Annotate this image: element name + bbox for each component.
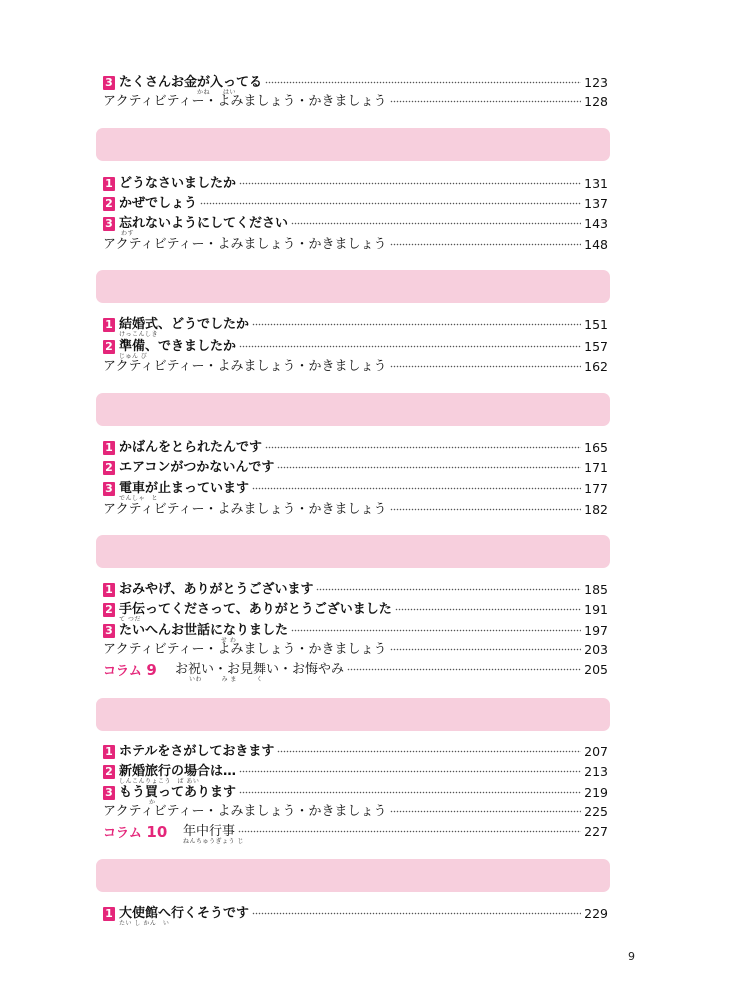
furigana: か [149,799,156,806]
page-number: 219 [584,785,608,800]
lesson-number-badge: 3 [103,76,115,90]
page-number: 171 [584,460,608,475]
dot-leader [316,580,581,594]
entry-title: 忘れないようにしてください わす [119,216,289,237]
lesson-number-badge: 2 [103,603,115,617]
furigana: わす [121,230,135,237]
unit-header-band [96,535,610,568]
lesson-number-badge: 3 [103,786,115,800]
lesson-number-badge: 1 [103,441,115,455]
page-number: 131 [584,176,608,191]
toc-entry[interactable] [103,194,608,216]
unit-header-band [96,698,610,731]
page-number: 157 [584,339,608,354]
lesson-number-badge: 2 [103,765,115,779]
lesson-number-badge: 2 [103,197,115,211]
entry-title: ホテルをさがしておきます [119,744,275,759]
page-number: 229 [584,906,608,921]
toc-entry-column[interactable] [103,822,608,844]
entry-title: 手伝ってくださって、ありがとうございました て つだ [119,602,392,623]
page-number: 182 [584,502,608,517]
dot-leader [200,194,581,208]
page-number: 205 [584,662,608,677]
page-number: 165 [584,440,608,455]
page-number: 225 [584,804,608,819]
toc-entry[interactable] [103,315,608,337]
dot-leader [252,479,581,493]
entry-title: どうなさいましたか [119,176,237,191]
page-number: 148 [584,237,608,252]
dot-leader [390,92,582,106]
furigana: いわ み ま く [189,676,263,683]
dot-leader [239,762,581,776]
entry-title: アクティビティー・よみましょう・かきましょう [103,359,387,374]
dot-leader [390,802,582,816]
entry-title: 年中行事 ねんちゅうぎょう じ [183,824,244,845]
entry-title: たくさんお金が入ってる かね はい [119,73,262,93]
dot-leader [239,783,581,797]
toc-entry[interactable] [103,235,608,257]
entry-title: アクティビティー・よみましょう・かきましょう [103,804,387,819]
lesson-number-badge: 3 [103,217,115,231]
furigana: せ わ [221,637,237,644]
entry-title: 新婚旅行の場合は… しんこんりょこう ば あい [119,764,237,785]
lesson-number-badge: 2 [103,340,115,354]
dot-leader [291,214,581,228]
furigana: しんこんりょこう ば あい [119,778,200,785]
lesson-number-badge: 1 [103,745,115,759]
furigana: じゅん び [119,353,148,360]
entry-title: 電車が止まっています でんしゃ と [119,481,250,502]
page-number: 191 [584,602,608,617]
dot-leader [390,500,582,514]
furigana: たい し かん い [119,920,170,927]
page-number: 151 [584,317,608,332]
toc-entry[interactable] [103,580,608,602]
lesson-number-badge: 3 [103,624,115,638]
dot-leader [265,73,581,87]
page-number: 207 [584,744,608,759]
dot-leader [238,822,581,836]
column-tag: コラム 10 [103,823,168,841]
lesson-number-badge: 1 [103,907,115,921]
toc-entry[interactable] [103,438,608,460]
entry-title: エアコンがつかないんです [119,460,275,475]
dot-leader [239,174,581,188]
toc-entry[interactable] [103,479,608,501]
entry-title: アクティビティー・よみましょう・かきましょう [103,237,387,252]
entry-title: 大使館へ行くそうです たい し かん い [119,906,250,927]
page-number: 177 [584,481,608,496]
dot-leader [277,458,581,472]
entry-title: お祝い・お見舞い・お悔やみ いわ み ま く [175,660,344,680]
dot-leader [390,235,582,249]
toc-entry[interactable] [103,337,608,359]
toc-entry[interactable] [103,762,608,784]
dot-leader [347,660,581,674]
toc-entry[interactable] [103,600,608,622]
toc-entry[interactable] [103,904,608,926]
toc-entry-column[interactable] [103,660,608,682]
unit-header-band [96,270,610,303]
dot-leader [252,315,581,329]
dot-leader [265,438,581,452]
page-number: 123 [584,75,608,90]
toc-entry[interactable] [103,802,608,824]
unit-header-band [96,128,610,161]
dot-leader [252,904,581,918]
furigana: ねんちゅうぎょう じ [183,838,244,845]
page-number: 197 [584,623,608,638]
dot-leader [390,357,582,371]
entry-title: かばんをとられたんです [119,440,263,455]
column-tag: コラム 9 [103,661,157,679]
entry-title: アクティビティー・よみましょう・かきましょう [103,642,387,657]
entry-title: もう買ってあります か [119,783,236,803]
entry-title: たいへんお世話になりました せ わ [119,621,288,641]
dot-leader [239,337,581,351]
furigana: かね はい [197,89,237,96]
furigana: けっこんしき [119,331,159,338]
toc-entry[interactable] [103,640,608,662]
toc-entry[interactable] [103,214,608,236]
toc-entry[interactable] [103,357,608,379]
toc-entry[interactable] [103,500,608,522]
entry-title: アクティビティー・よみましょう・かきましょう [103,94,387,109]
unit-header-band [96,859,610,892]
toc-entry[interactable] [103,174,608,196]
page-number: 213 [584,764,608,779]
dot-leader [390,640,582,654]
page-number: 128 [584,94,608,109]
lesson-number-badge: 1 [103,318,115,332]
lesson-number-badge: 1 [103,177,115,191]
lesson-number-badge: 1 [103,583,115,597]
dot-leader [277,742,581,756]
page-number: 137 [584,196,608,211]
lesson-number-badge: 3 [103,482,115,496]
page-number: 143 [584,216,608,231]
toc-entry[interactable] [103,458,608,480]
page-number: 203 [584,642,608,657]
unit-header-band [96,393,610,426]
entry-title: アクティビティー・よみましょう・かきましょう [103,502,387,517]
entry-title: 結婚式、どうでしたか けっこんしき [119,317,250,338]
furigana: でんしゃ と [119,495,159,502]
page-number: 227 [584,824,608,839]
furigana: て つだ [119,616,141,623]
page-number: 162 [584,359,608,374]
dot-leader [395,600,581,614]
page-number: 185 [584,582,608,597]
entry-title: 準備、できましたか じゅん び [119,339,237,360]
lesson-number-badge: 2 [103,461,115,475]
toc-entry[interactable] [103,92,608,114]
entry-title: かぜでしょう [119,196,198,211]
entry-title: おみやげ、ありがとうございます [119,582,314,597]
toc-entry[interactable] [103,742,608,764]
page-folio: 9 [628,950,635,963]
dot-leader [291,621,581,635]
